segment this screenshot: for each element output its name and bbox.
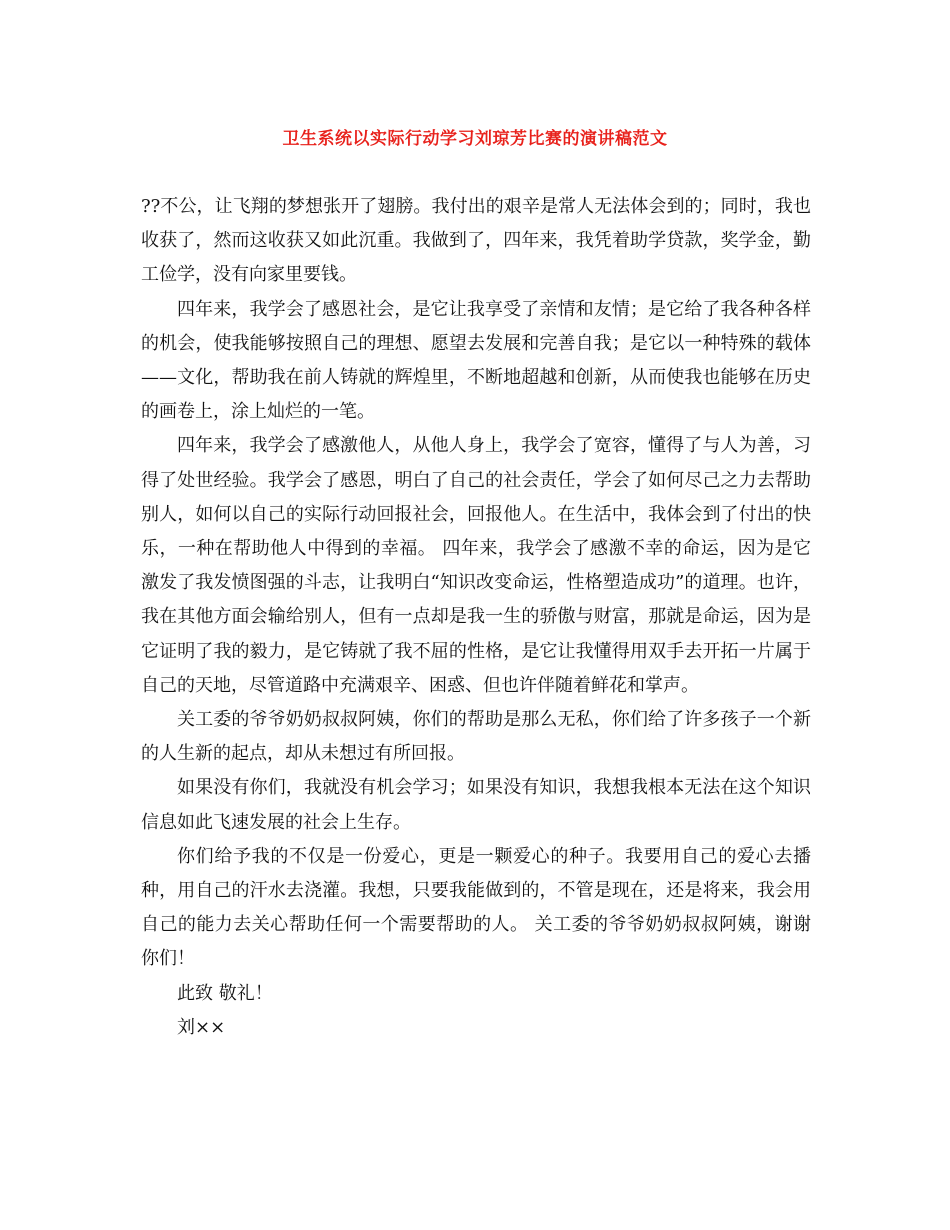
paragraph-6: 你们给予我的不仅是一份爱心，更是一颗爱心的种子。我要用自己的爱心去播种，用自己的汗水去浇灌。我想，只要我能做到的，不管是现在，还是将来，我会用自己的能力去关心帮助任何一个需要帮助的人。 关工委的爷爷奶奶叔叔阿姨，谢谢你们！ bbox=[141, 845, 811, 970]
paragraph-2: 四年来，我学会了感恩社会，是它让我享受了亲情和友情；是它给了我各种各样的机会，使我能够按照自己的理想、愿望去发展和完善自我；是它以一种特殊的载体——文化，帮助我在前人铸就的辉煌里，不断地超越和创新，从而使我也能够在历史的画卷上，涂上灿烂的一笔。 bbox=[141, 298, 811, 423]
closing-salutation: 此致 敬礼！ bbox=[177, 982, 273, 1004]
signature: 刘×× bbox=[177, 1016, 226, 1038]
paragraph-1: ??不公，让飞翔的梦想张开了翅膀。我付出的艰辛是常人无法体会到的；同时，我也收获了，然而这收获又如此沉重。我做到了，四年来，我凭着助学贷款，奖学金，勤工俭学，没有向家里要钱。 bbox=[141, 196, 811, 286]
document-title: 卫生系统以实际行动学习刘琼芳比赛的演讲稿范文 bbox=[282, 129, 668, 149]
paragraph-3: 四年来，我学会了感激他人，从他人身上，我学会了宽容，懂得了与人为善，习得了处世经验。我学会了感恩，明白了自己的社会责任，学会了如何尽己之力去帮助别人，如何以自己的实际行动回报社会，回报他人。在生活中，我体会到了付出的快乐，一种在帮助他人中得到的幸福。 四年来，我学会了感激不幸的命运，因为是它激发了我发愤图强的斗志，让我明白“知识改变命运，性格塑造成功”的道理。也许，我在其他方面会输给别人，但有一点却是我一生的骄傲与财富，那就是命运，因为是它证明了我的毅力，是它铸就了我不屈的性格，是它让我懂得用双手去开拓一片属于自己的天地，尽管道路中充满艰辛、困惑、但也许伴随着鲜花和掌声。 bbox=[141, 435, 811, 696]
paragraph-4: 关工委的爷爷奶奶叔叔阿姨，你们的帮助是那么无私，你们给了许多孩子一个新的人生新的起点，却从未想过有所回报。 bbox=[141, 709, 811, 765]
paragraph-5: 如果没有你们，我就没有机会学习；如果没有知识，我想我根本无法在这个知识信息如此飞速发展的社会上生存。 bbox=[141, 777, 811, 833]
document-body bbox=[141, 190, 811, 1045]
